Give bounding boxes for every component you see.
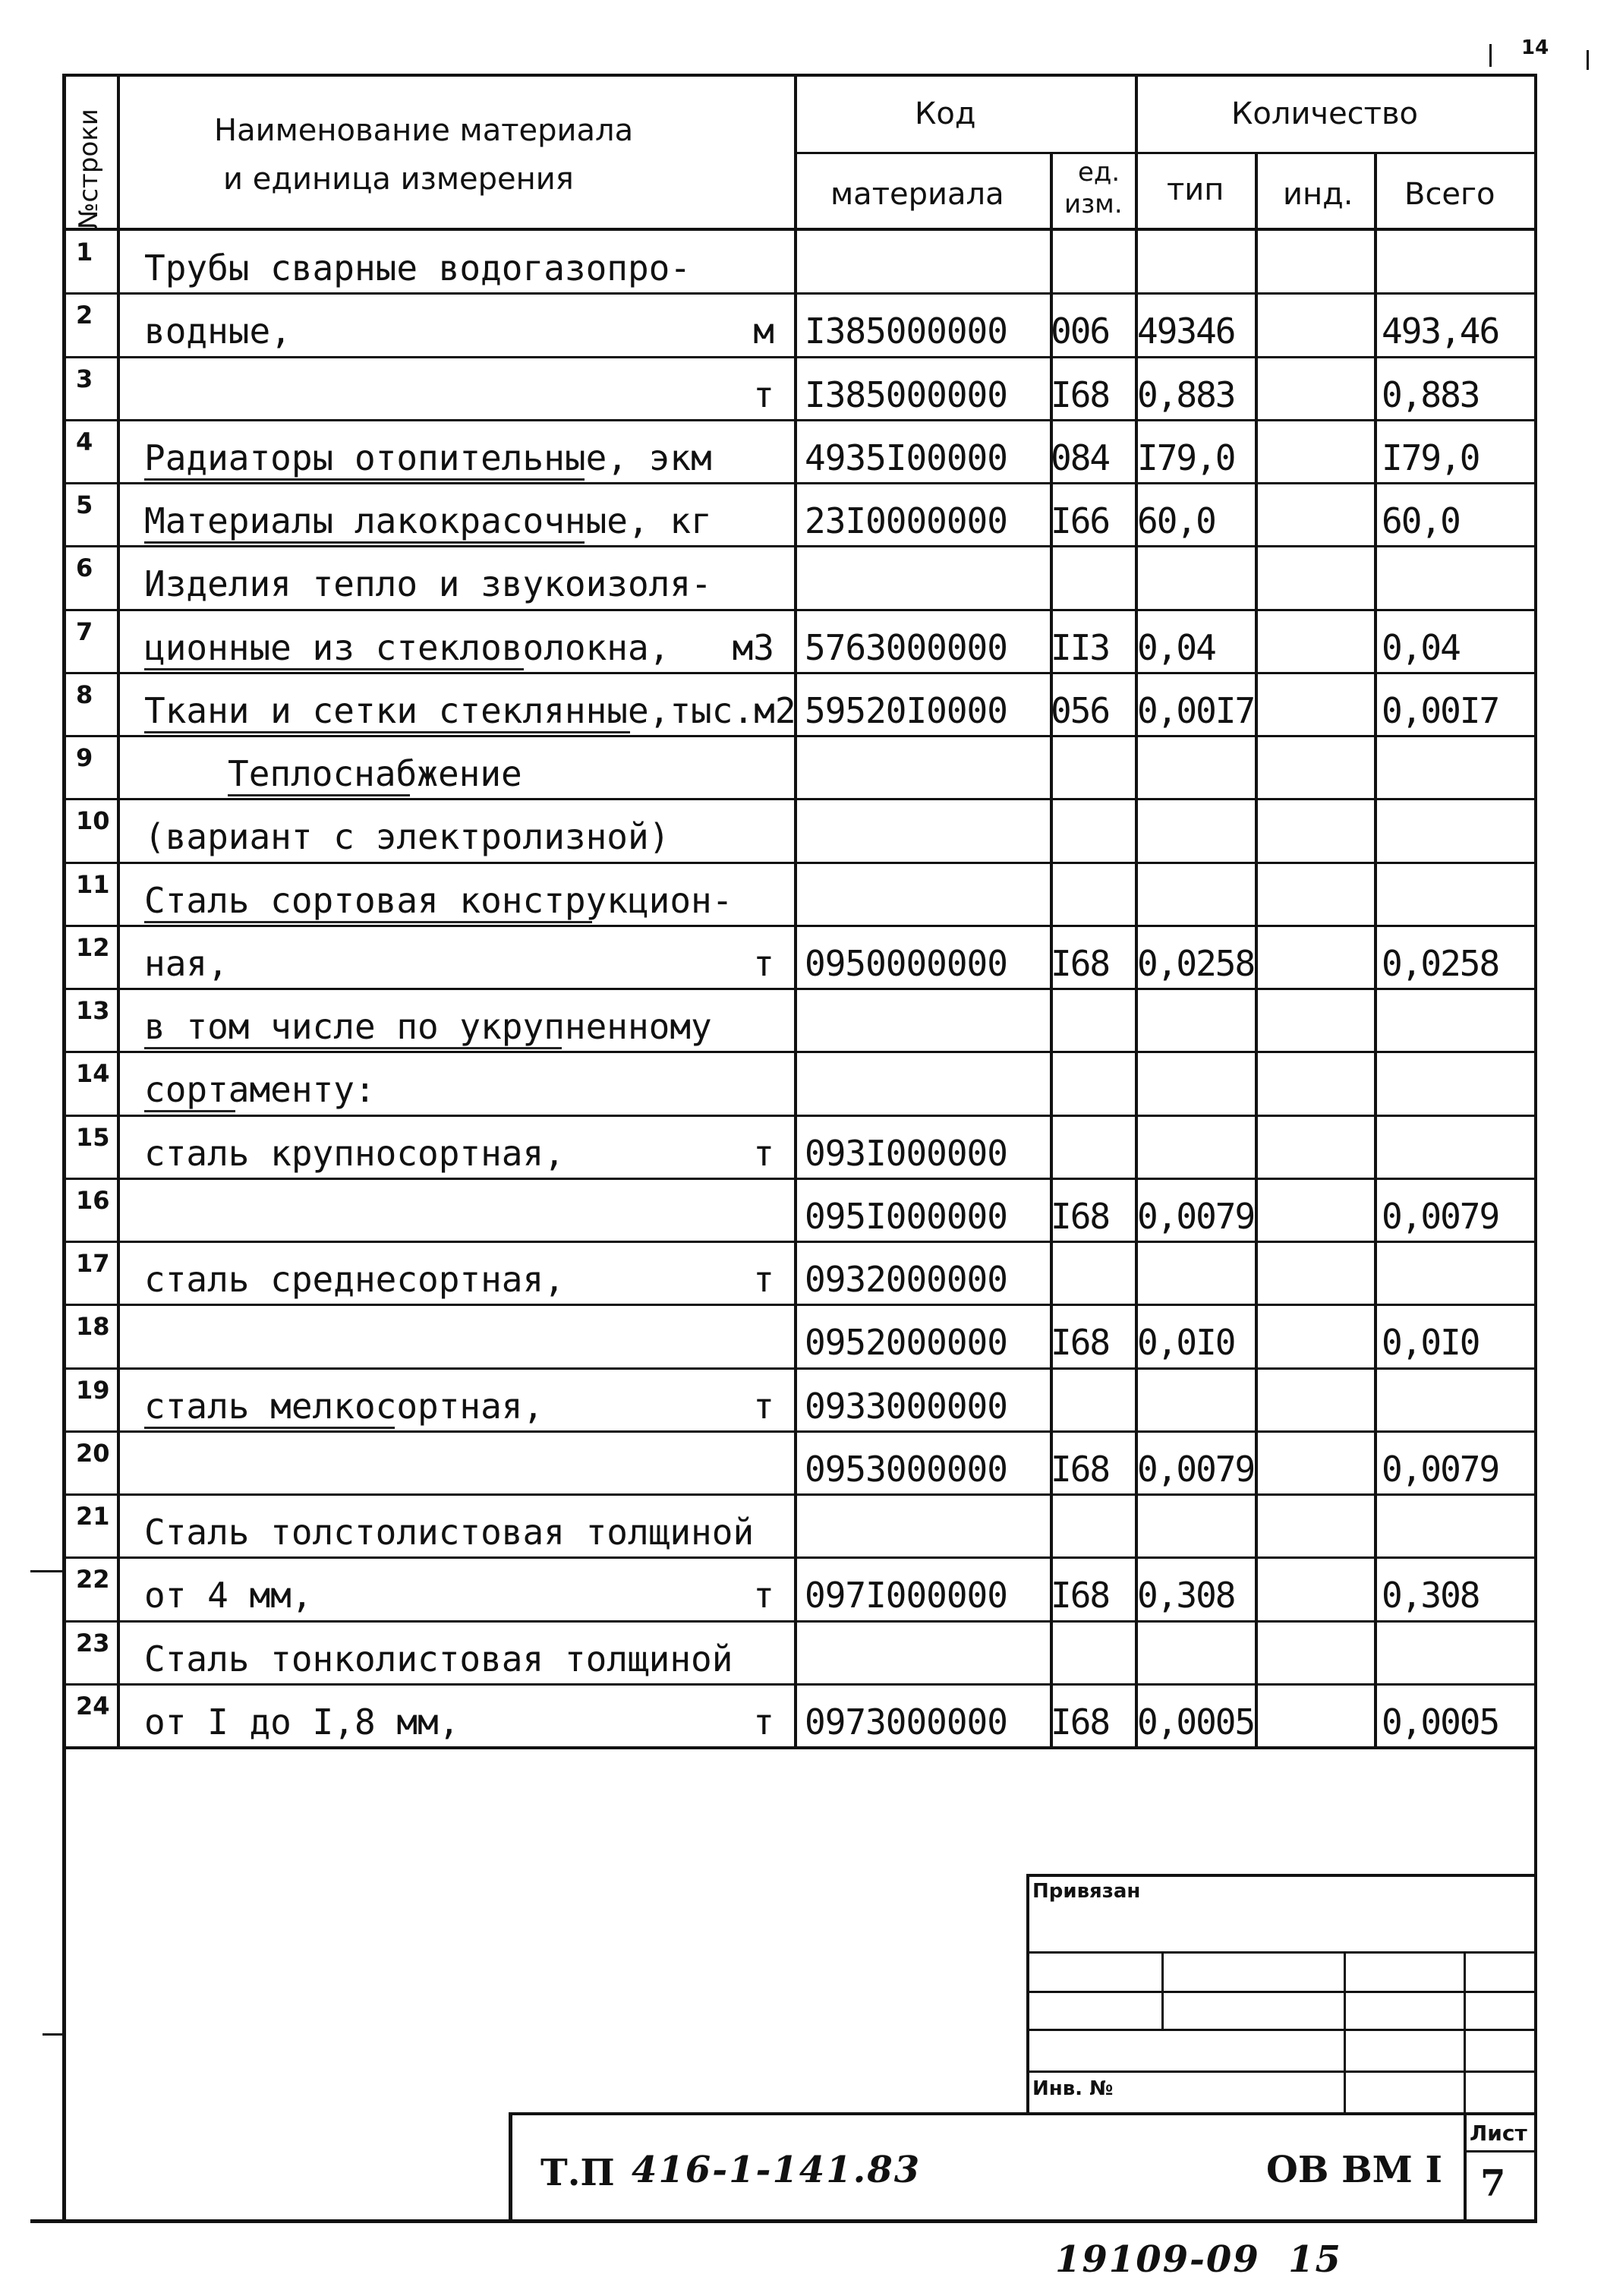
row-underline (144, 541, 585, 544)
row-separator (62, 1620, 1537, 1623)
row-separator (62, 862, 1537, 864)
row-code: 23I0000000 (805, 500, 1007, 541)
row-code: 5763000000 (805, 627, 1007, 668)
row-underline (144, 731, 630, 733)
stamp-privyazan: Привязан (1032, 1880, 1141, 1903)
row-type: 0,308 (1137, 1575, 1235, 1616)
row-separator (62, 609, 1537, 611)
row-separator (62, 798, 1537, 800)
header-mid-line (796, 152, 1537, 154)
row-name: Трубы сварные водогазопро- (144, 248, 692, 289)
row-unit: т (753, 374, 774, 415)
row-code: 59520I0000 (805, 690, 1007, 731)
header-unit-line1: ед. (1078, 157, 1120, 188)
row-underline (144, 1047, 562, 1049)
row-unit: м (753, 311, 774, 352)
col-line-ind (1374, 152, 1377, 1748)
frame-bottom (30, 2219, 1537, 2223)
header-unit-line2: изм. (1064, 189, 1123, 219)
row-separator (62, 988, 1537, 990)
row-n: 7 (76, 617, 93, 646)
header-ind: инд. (1283, 177, 1353, 212)
row-name: сортаменту: (144, 1069, 376, 1110)
row-n: 23 (76, 1629, 110, 1657)
row-unit: т (753, 1259, 774, 1300)
row-type: 0,0258 (1137, 943, 1255, 984)
row-separator (62, 735, 1537, 737)
row-separator (62, 672, 1537, 674)
col-line-name (794, 74, 797, 1748)
row-underline (144, 668, 524, 670)
row-separator (62, 1493, 1537, 1496)
row-total: 0,0005 (1382, 1702, 1499, 1742)
row-code: 4935I00000 (805, 437, 1007, 478)
row-code: I385000000 (805, 374, 1007, 415)
row-code: 0932000000 (805, 1259, 1007, 1300)
row-total: 60,0 (1382, 500, 1460, 541)
stamp-line-1 (1026, 1951, 1537, 1954)
col-line-rownum (117, 74, 120, 1748)
row-total: I79,0 (1382, 437, 1480, 478)
row-total: 0,00I7 (1382, 690, 1499, 731)
row-code: 0933000000 (805, 1386, 1007, 1427)
row-n: 14 (76, 1059, 110, 1088)
row-code: 0953000000 (805, 1449, 1007, 1490)
title-block-left (509, 2112, 512, 2222)
row-n: 20 (76, 1439, 110, 1468)
corner-mark: 14 (1521, 36, 1549, 59)
row-name: Материалы лакокрасочные, кг (144, 500, 712, 541)
stamp-doc-number: 416-1-141.83 (632, 2149, 922, 2191)
row-name: от 4 мм, (144, 1575, 313, 1616)
row-n: 11 (76, 870, 110, 899)
row-underline (144, 478, 585, 481)
row-name: в том числе по укрупненному (144, 1006, 712, 1047)
row-type: 60,0 (1137, 500, 1215, 541)
row-separator (62, 356, 1537, 358)
row-n: 19 (76, 1376, 110, 1405)
row-type: 0,883 (1137, 374, 1235, 415)
row-n: 18 (76, 1312, 110, 1341)
row-separator (62, 419, 1537, 421)
row-unit: т (753, 943, 774, 984)
row-code: 097I000000 (805, 1575, 1007, 1616)
row-unit: м3 (732, 627, 774, 668)
header-name-line2: и единица измерения (223, 162, 574, 197)
row-name: Сталь тонколистовая толщиной (144, 1638, 733, 1679)
row-name: сталь мелкосортная, (144, 1386, 544, 1427)
stamp-inv-no: Инв. № (1032, 2077, 1114, 2100)
row-n: 3 (76, 364, 93, 393)
row-code: 0952000000 (805, 1322, 1007, 1363)
corner-mark-tick-right (1587, 50, 1589, 70)
row-n: 16 (76, 1186, 110, 1215)
row-type: 0,0005 (1137, 1702, 1255, 1742)
row-total: 0,0I0 (1382, 1322, 1480, 1363)
row-code: 095I000000 (805, 1196, 1007, 1237)
row-meas: II3 (1051, 627, 1110, 668)
stamp-line-4 (1026, 2070, 1537, 2073)
left-edge-tick-1 (30, 1570, 65, 1572)
row-code: 093I000000 (805, 1133, 1007, 1174)
row-underline (228, 794, 410, 796)
corner-mark-tick-left (1489, 44, 1492, 67)
row-name: Сталь сортовая конструкцион- (144, 880, 733, 921)
row-meas: I68 (1051, 1575, 1110, 1616)
row-unit: т (753, 1386, 774, 1427)
header-total: Всего (1404, 177, 1495, 212)
stamp-vline-3 (1464, 1951, 1466, 2114)
row-name: Ткани и сетки стеклянные,тыс.м2 (144, 690, 796, 731)
row-total: 0,308 (1382, 1575, 1480, 1616)
row-meas: I68 (1051, 1322, 1110, 1363)
stamp-box-top (1026, 1874, 1537, 1877)
row-type: 0,0079 (1137, 1449, 1255, 1490)
row-n: 22 (76, 1565, 110, 1594)
row-name: (вариант с электролизной) (144, 816, 670, 857)
row-n: 10 (76, 806, 110, 835)
row-n: 4 (76, 427, 93, 456)
left-edge-tick-2 (43, 2033, 65, 2036)
row-n: 8 (76, 680, 93, 709)
row-separator (62, 482, 1537, 484)
frame-left (62, 74, 66, 2222)
stamp-doc-prefix: Т.П (540, 2152, 615, 2194)
stamp-line-2 (1026, 1991, 1537, 1993)
row-n: 2 (76, 301, 93, 330)
row-separator (62, 1241, 1537, 1243)
row-separator (62, 1051, 1537, 1053)
row-type: 0,0I0 (1137, 1322, 1235, 1363)
row-name: Сталь толстолистовая толщиной (144, 1512, 755, 1553)
row-n: 21 (76, 1502, 110, 1531)
stamp-vline-2 (1344, 1951, 1346, 2114)
header-bottom-line (62, 228, 1537, 231)
row-separator (62, 1115, 1537, 1117)
row-total: 0,0079 (1382, 1196, 1499, 1237)
row-type: I79,0 (1137, 437, 1235, 478)
table-bottom-line (62, 1746, 1537, 1749)
row-meas: I68 (1051, 1449, 1110, 1490)
row-separator (62, 545, 1537, 547)
frame-top (62, 74, 1537, 77)
row-type: 49346 (1137, 311, 1235, 352)
row-n: 15 (76, 1123, 110, 1152)
row-name: от I до I,8 мм, (144, 1702, 460, 1742)
row-n: 17 (76, 1249, 110, 1278)
title-block-sheet-vline (1464, 2112, 1467, 2222)
row-separator (62, 1683, 1537, 1686)
row-code: 0973000000 (805, 1702, 1007, 1742)
row-unit: т (753, 1133, 774, 1174)
row-separator (62, 1178, 1537, 1180)
row-n: 5 (76, 490, 93, 519)
row-name: сталь крупносортная, (144, 1133, 565, 1174)
row-unit: т (753, 1702, 774, 1742)
header-name-line1: Наименование материала (214, 113, 634, 148)
row-meas: I68 (1051, 1702, 1110, 1742)
row-meas: I68 (1051, 374, 1110, 415)
title-block-top (510, 2112, 1537, 2115)
row-name: водные, (144, 311, 291, 352)
row-underline (144, 1110, 235, 1112)
row-code: I385000000 (805, 311, 1007, 352)
row-n: 13 (76, 996, 110, 1025)
row-total: 0,0258 (1382, 943, 1499, 984)
row-type: 0,04 (1137, 627, 1215, 668)
stamp-vline-1 (1161, 1951, 1164, 2031)
row-meas: I66 (1051, 500, 1110, 541)
row-name: ционные из стекловолокна, (144, 627, 670, 668)
row-underline (144, 1427, 395, 1429)
row-unit: т (753, 1575, 774, 1616)
row-n: 24 (76, 1692, 110, 1720)
row-total: 0,883 (1382, 374, 1480, 415)
row-name: Изделия тепло и звукоизоля- (144, 563, 712, 604)
row-underline (144, 921, 592, 923)
stamp-list-label: Лист (1470, 2121, 1527, 2146)
row-separator (62, 292, 1537, 295)
row-name: сталь среднесортная, (144, 1259, 565, 1300)
row-meas: I68 (1051, 943, 1110, 984)
header-code: Код (915, 96, 976, 131)
row-n: 1 (76, 238, 93, 266)
header-type: тип (1167, 172, 1224, 207)
row-n: 9 (76, 743, 93, 772)
header-row-no: №строки (74, 109, 104, 229)
row-separator (62, 1367, 1537, 1370)
row-meas: 084 (1051, 437, 1110, 478)
row-type: 0,00I7 (1137, 690, 1255, 731)
frame-right (1534, 74, 1537, 2222)
stamp-sheet-number: 7 (1480, 2162, 1506, 2205)
row-name: ная, (144, 943, 228, 984)
stamp-line-3 (1026, 2029, 1537, 2031)
bottom-handwritten-number: 19109-09 15 (1055, 2238, 1342, 2281)
row-name: Теплоснабжение (228, 753, 522, 794)
header-material: материала (830, 177, 1004, 212)
row-meas: I68 (1051, 1196, 1110, 1237)
row-separator (62, 1430, 1537, 1433)
row-separator (62, 1304, 1537, 1306)
title-block-sheet-hline (1464, 2150, 1537, 2152)
row-code: 0950000000 (805, 943, 1007, 984)
row-n: 12 (76, 933, 110, 962)
row-name: Радиаторы отопительные, экм (144, 437, 712, 478)
stamp-doc-code: ОВ ВМ I (1266, 2149, 1442, 2191)
row-separator (62, 925, 1537, 927)
col-line-type (1255, 152, 1258, 1748)
row-n: 6 (76, 554, 93, 582)
row-total: 493,46 (1382, 311, 1499, 352)
row-separator (62, 1556, 1537, 1559)
row-total: 0,0079 (1382, 1449, 1499, 1490)
row-meas: 006 (1051, 311, 1110, 352)
row-meas: 056 (1051, 690, 1110, 731)
row-total: 0,04 (1382, 627, 1460, 668)
header-quantity: Количество (1231, 96, 1419, 131)
row-type: 0,0079 (1137, 1196, 1255, 1237)
stamp-box-left (1026, 1874, 1029, 2114)
